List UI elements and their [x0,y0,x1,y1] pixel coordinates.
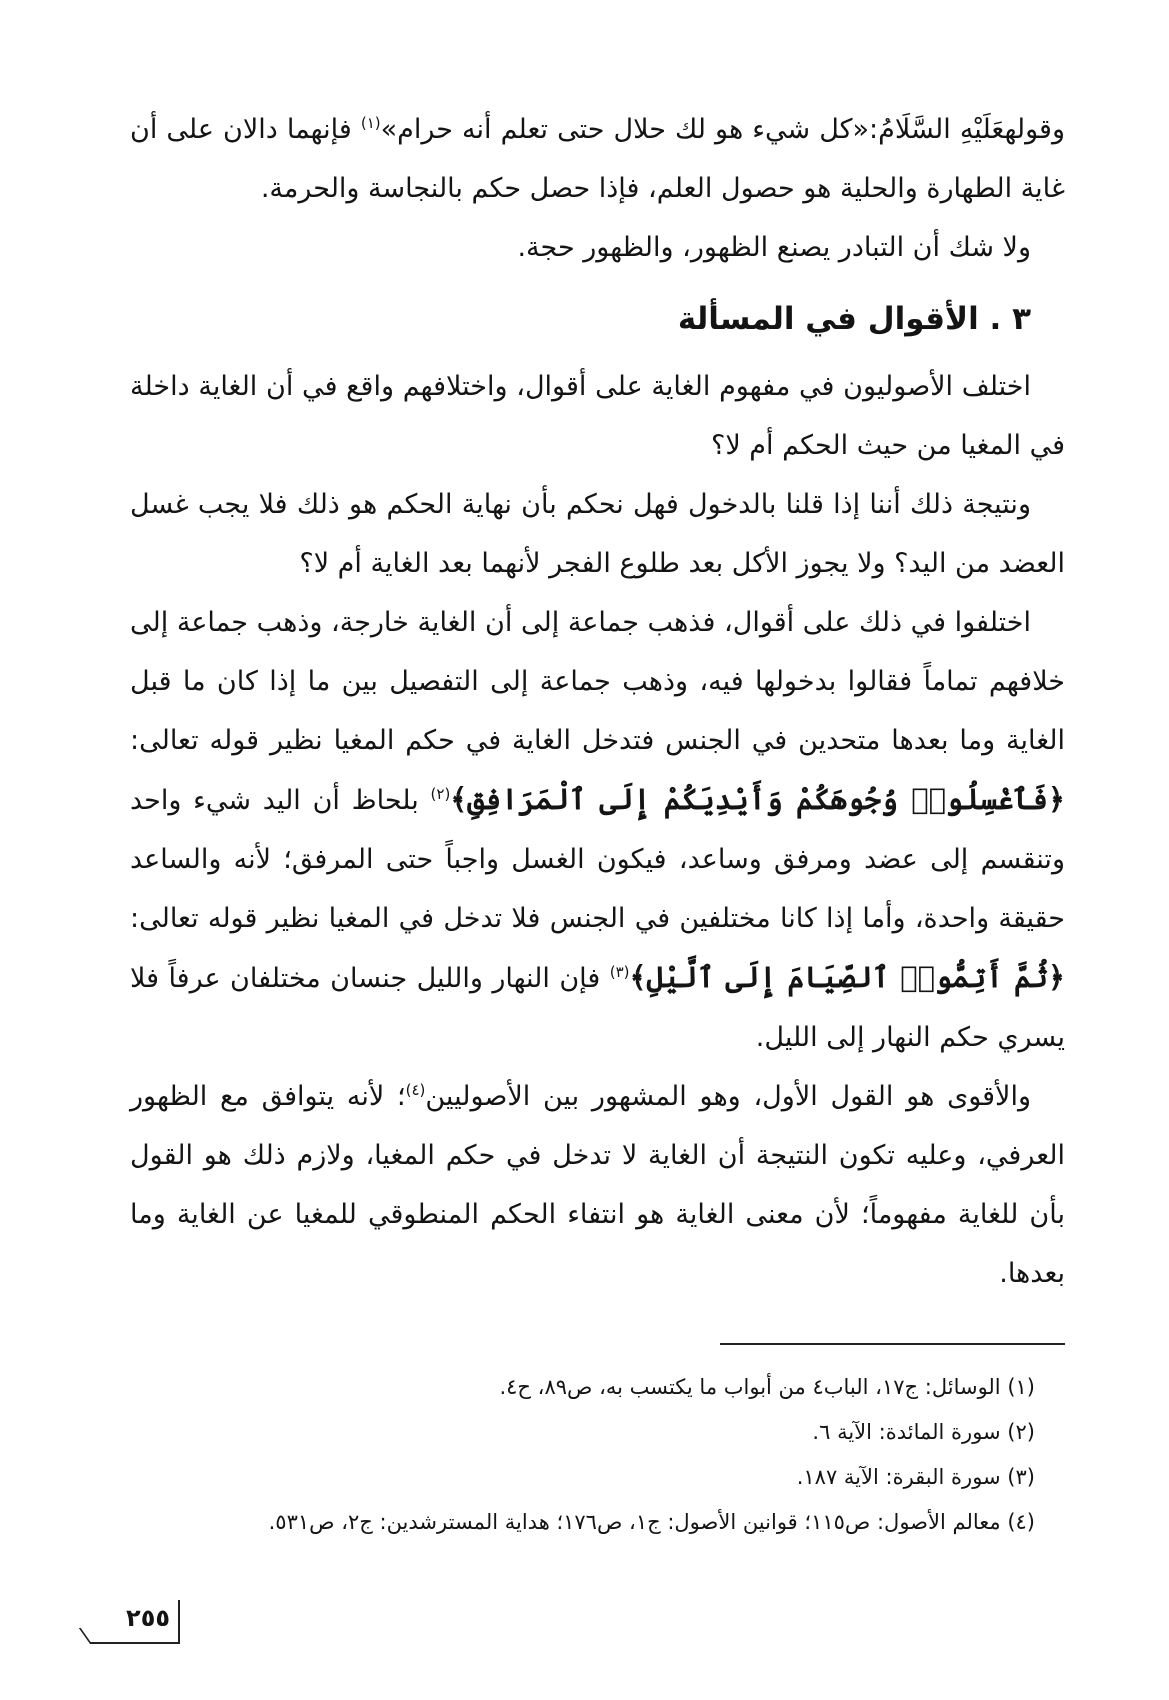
footnote-3: (٣) سورة البقرة: الآية ١٨٧. [796,1465,1035,1489]
page-number: ٢٥٥ [126,1604,170,1632]
hadith-quote: :«كل شيء هو لك حلال حتى تعلم أنه حرام» [380,114,879,145]
footnote-2: (٢) سورة المائدة: الآية ٦. [812,1420,1035,1444]
footnote-1: (١) الوسائل: ج١٧، الباب٤ من أبواب ما يكتسب به، ص٨٩، ح٤. [499,1375,1035,1399]
paragraph-4: ونتيجة ذلك أننا إذا قلنا بالدخول فهل نحكم بأن نهاية الحكم هو ذلك فلا يجب غسل العضد من اليد؟ ولا يجوز الأكل بعد طلوع الفجر لأنهما بعد الغاية أم لا؟ [130,489,1065,579]
paragraph-2: ولا شك أن التبادر يصنع الظهور، والظهور حجة. [517,232,1031,263]
quran-verse-1: ﴿فَٱغْسِلُوا۟ وُجُوهَكُمْ وَأَيْدِيَكُمْ إِلَى ٱلْمَرَافِقِ﴾ [450,782,1065,816]
paragraph-1-pre: وقوله [1004,114,1066,145]
footnote-ref-3[interactable]: (٣) [609,963,630,981]
footnote-divider [720,1343,1065,1345]
honorific: عَلَيْهِ السَّلَامُ [878,114,1005,145]
page-number-frame [90,1600,180,1644]
paragraph-6-pre: والأقوى هو القول الأول، وهو المشهور بين الأصوليين [425,1081,1031,1112]
paragraph-5-post: فإن النهار والليل جنسان مختلفان عرفاً فلا يسري حكم النهار إلى الليل. [130,963,1065,1053]
quran-verse-2: ﴿ثُمَّ أَتِمُّوا۟ ٱلصِّيَامَ إِلَى ٱلَّيْلِ﴾ [629,960,1065,994]
paragraph-5-mid: بلحاظ أن اليد شيء واحد وتنقسم إلى عضد ومرفق وساعد، فيكون الغسل واجباً حتى المرفق؛ لأنه والساعد حقيقة واحدة، وأما إذا كانا مختلفين في الجنس فلا تدخل في المغيا نظير قوله تعالى: [130,785,1065,934]
paragraph-5-pre: اختلفوا في ذلك على أقوال، فذهب جماعة إلى أن الغاية خارجة، وذهب جماعة إلى خلافهم تماماً فقالوا بدخولها فيه، وذهب جماعة إلى التفصيل بين ما إذا كان ما قبل الغاية وما بعدها متحدين في الجنس فتدخل الغاية في حكم المغيا نظير قوله تعالى: [130,607,1065,756]
paragraph-5 [130,593,1065,1067]
footnotes-list [130,1365,1065,1545]
paragraph-6 [130,1067,1065,1303]
paragraph-6-post: ؛ لأنه يتوافق مع الظهور العرفي، وعليه تكون النتيجة أن الغاية لا تدخل في حكم المغيا، ولازم ذلك هو القول بأن للغاية مفهوماً؛ لأن معنى الغاية هو انتفاء الحكم المنطوقي للمغيا عن الغاية وما بعدها. [130,1081,1065,1289]
page-content [130,100,1065,1545]
footnote-ref-4[interactable]: (٤) [405,1081,426,1099]
footnote-ref-2[interactable]: (٢) [430,785,451,803]
paragraph-1-post: فإنهما دالان على أن غاية الطهارة والحلية هو حصول العلم، فإذا حصل حكم بالنجاسة والحرمة. [130,114,1065,204]
paragraph-1 [130,100,1065,218]
paragraph-3: اختلف الأصوليون في مفهوم الغاية على أقوال، واختلافهم واقع في أن الغاية داخلة في المغيا من حيث الحكم أم لا؟ [130,371,1065,461]
footnote-ref-1[interactable]: (١) [360,114,381,132]
footnote-4: (٤) معالم الأصول: ص١١٥؛ قوانين الأصول: ج١، ص١٧٦؛ هداية المسترشدين: ج٢، ص٥٣١. [268,1510,1035,1534]
section-heading: ٣ . الأقوال في المسألة [677,301,1031,337]
